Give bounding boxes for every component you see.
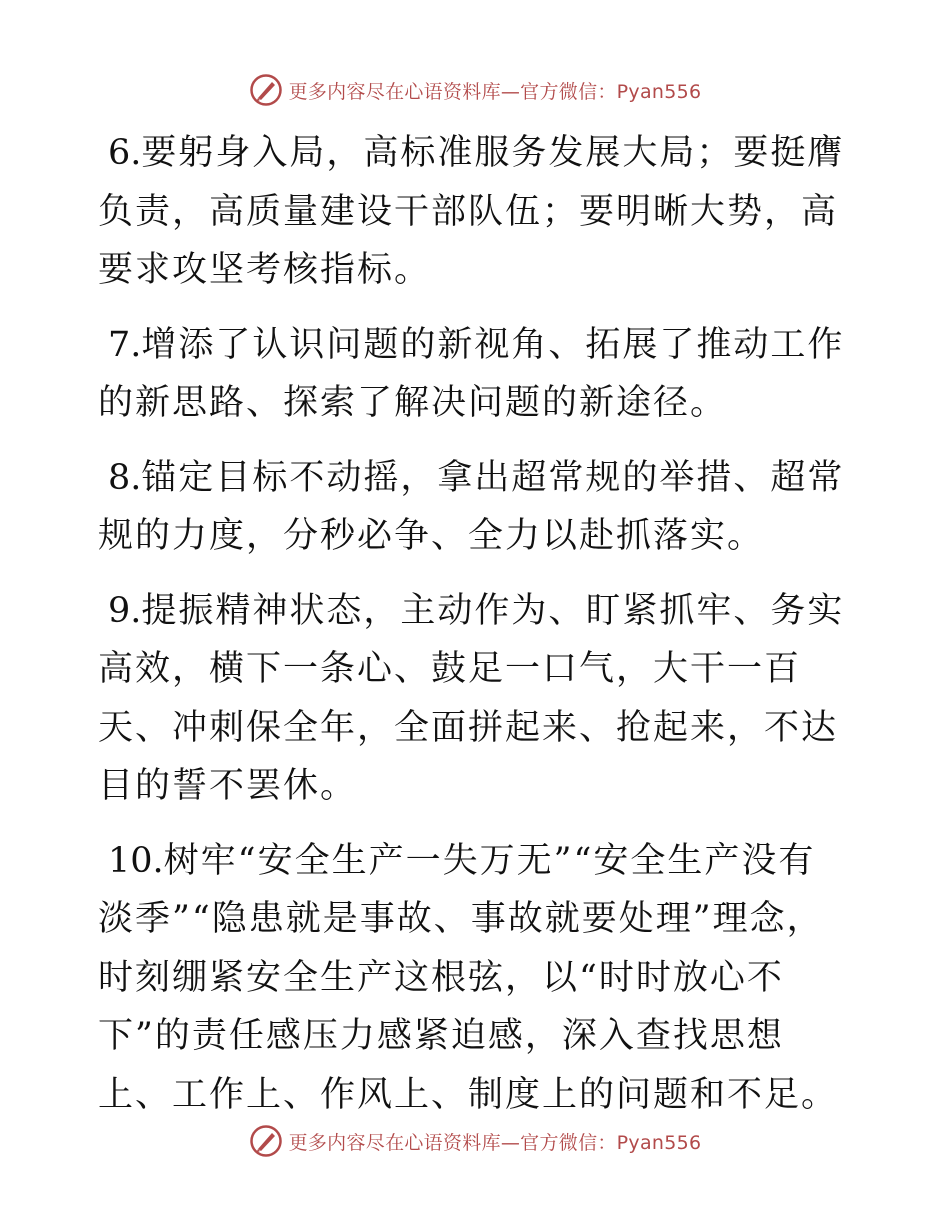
item-text: 锚定目标不动摇，拿出超常规的举措、超常规的力度，分秒必争、全力以赴抓落实。	[98, 457, 845, 556]
item-text: 要躬身入局，高标准服务发展大局；要挺膺负责，高质量建设干部队伍；要明晰大势，高要求攻坚考核指标。	[98, 133, 845, 290]
quill-pen-logo-icon	[249, 73, 283, 107]
list-item	[98, 124, 850, 300]
list-item	[98, 449, 850, 566]
item-number: 8.	[108, 457, 142, 498]
item-number: 9.	[108, 590, 142, 631]
item-number: 7.	[108, 324, 142, 365]
item-text: 树牢“安全生产一失万无”“安全生产没有淡季”“隐患就是事故、事故就要处理”理念，时刻绷紧安全生产这根弦，以“时时放心不下”的责任感压力感紧迫感，深入查找思想上、工作上、作风上、制度上的问题和不足。	[98, 840, 839, 1115]
document-body	[98, 124, 850, 1140]
item-text: 增添了认识问题的新视角、拓展了推动工作的新思路、探索了解决问题的新途径。	[98, 324, 845, 423]
list-item	[98, 832, 850, 1125]
item-number: 6.	[108, 133, 142, 173]
footer-watermark	[0, 1121, 950, 1161]
header-watermark	[0, 70, 950, 110]
quill-pen-logo-icon	[249, 1124, 283, 1158]
list-item	[98, 582, 850, 816]
list-item	[98, 316, 850, 433]
watermark-text: 更多内容尽在心语资料库—官方微信：Pyan556	[288, 1131, 702, 1154]
watermark-text: 更多内容尽在心语资料库—官方微信：Pyan556	[288, 80, 702, 103]
item-text: 提振精神状态，主动作为、盯紧抓牢、务实高效，横下一条心、鼓足一口气，大干一百天、冲刺保全年，全面拼起来、抢起来，不达目的誓不罢休。	[98, 590, 845, 806]
item-number: 10.	[108, 840, 164, 881]
